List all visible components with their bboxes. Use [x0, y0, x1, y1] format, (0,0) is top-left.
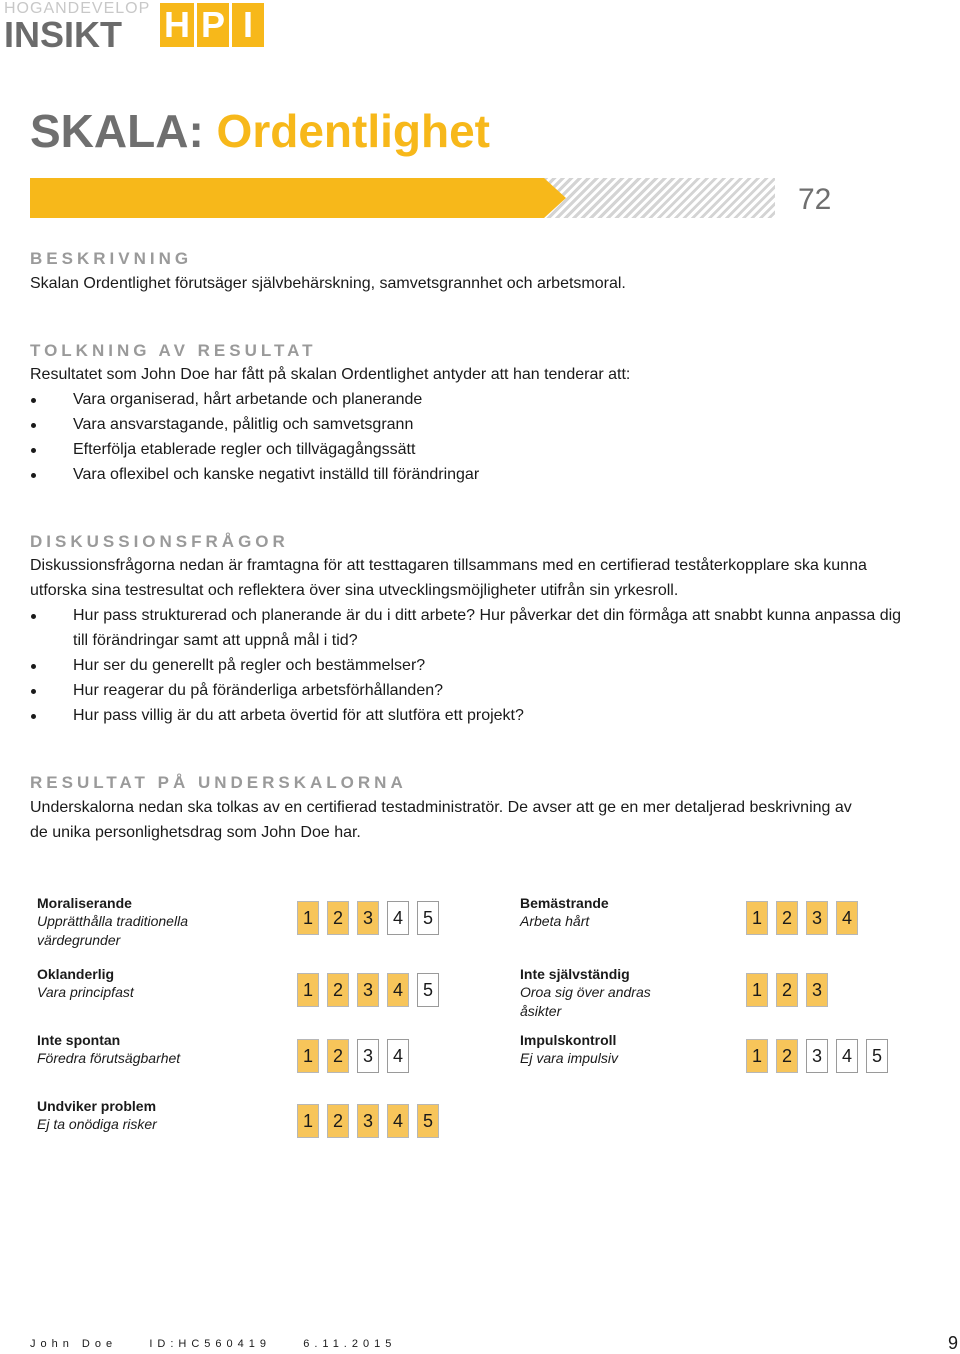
subscale-name: Inte spontan	[37, 1032, 121, 1048]
hpi-logo	[160, 3, 264, 47]
subscale-score-boxes	[297, 1104, 439, 1138]
score-value: 72	[798, 183, 832, 216]
subscale-name: Undviker problem	[37, 1098, 157, 1114]
subscale-name: Inte självständig	[520, 966, 630, 982]
subscale-score-box: 2	[327, 973, 349, 1007]
subscale-score-box: 5	[866, 1039, 888, 1073]
subscale-item	[37, 965, 212, 1002]
subscale-score-box: 4	[836, 901, 858, 935]
subscale-score-boxes	[297, 901, 439, 935]
interpretation-heading: TOLKNING AV RESULTAT	[30, 341, 317, 360]
logo-letter-h: H	[160, 3, 194, 47]
list-item: Vara ansvarstagande, pålitlig och samvetsgrann	[30, 412, 950, 437]
interpretation-list	[30, 387, 950, 487]
subscale-score-box: 1	[746, 973, 768, 1007]
brand-top: HOGANDEVELOP	[4, 0, 151, 17]
description-text: Skalan Ordentlighet förutsäger självbehärskning, samvetsgrannhet och arbetsmoral.	[30, 275, 626, 292]
subscale-score-box: 4	[387, 901, 409, 935]
subscale-name: Oklanderlig	[37, 966, 115, 982]
subscale-item	[37, 894, 212, 950]
title-scale: Ordentlighet	[216, 105, 490, 157]
subscale-score-box: 2	[776, 901, 798, 935]
subscale-score-box: 4	[387, 1039, 409, 1073]
subscale-score-box: 4	[387, 973, 409, 1007]
subscale-description: Vara principfast	[37, 984, 134, 1000]
subscale-item	[520, 894, 695, 931]
subscale-score-box: 3	[357, 1104, 379, 1138]
subscale-item	[37, 1097, 212, 1134]
interpretation-intro: Resultatet som John Doe har fått på skalan Ordentlighet antyder att han tenderar att:	[30, 366, 631, 383]
subscale-score-box: 1	[297, 1039, 319, 1073]
subscale-description: Ej ta onödiga risker	[37, 1116, 157, 1132]
subscale-score-box: 4	[836, 1039, 858, 1073]
subscale-score-box: 2	[776, 973, 798, 1007]
subscale-description: Upprätthålla traditionella värdegrunder	[37, 913, 188, 948]
discussion-intro-line1: Diskussionsfrågorna nedan är framtagna för att testtagaren tillsammans med en certifierad teståterkopplare ska kunna	[30, 557, 867, 574]
subscale-description: Ej vara impulsiv	[520, 1050, 619, 1066]
discussion-list	[30, 603, 910, 728]
subscale-name: Moraliserande	[37, 895, 132, 911]
subscale-score-box: 1	[297, 1104, 319, 1138]
subscale-score-box: 3	[357, 973, 379, 1007]
list-item: Efterfölja etablerade regler och tillvägagångssätt	[30, 437, 950, 462]
subscale-item	[520, 965, 695, 1021]
subscale-name: Impulskontroll	[520, 1032, 617, 1048]
subscale-score-box: 2	[327, 901, 349, 935]
discussion-intro-line2: utforska sina testresultat och reflektera över sina utvecklingsmöjligheter utifrån sin yrkesroll.	[30, 582, 679, 599]
list-item: Hur pass villig är du att arbeta övertid för att slutföra ett projekt?	[30, 703, 910, 728]
subscale-score-box: 1	[746, 901, 768, 935]
subscale-score-box: 3	[806, 901, 828, 935]
footer-id: ID:HC560419	[149, 1338, 271, 1350]
subscale-score-boxes	[297, 973, 439, 1007]
subscale-score-box: 3	[357, 1039, 379, 1073]
discussion-heading: DISKUSSIONSFRÅGOR	[30, 532, 289, 551]
list-item: Hur pass strukturerad och planerande är du i ditt arbete? Hur påverkar det din förmåga att snabbt kunna anpassa dig till förändringar samt att uppnå mål i tid?	[30, 603, 910, 653]
subscale-name: Bemästrande	[520, 895, 609, 911]
subscale-score-box: 5	[417, 973, 439, 1007]
score-bar-fill	[30, 178, 544, 218]
subscale-score-boxes	[746, 973, 828, 1007]
subscale-score-box: 3	[806, 1039, 828, 1073]
page-number: 9	[948, 1333, 959, 1353]
footer-date: 6.11.2015	[303, 1338, 397, 1350]
subscale-score-box: 1	[297, 901, 319, 935]
footer-info	[30, 1338, 396, 1350]
subscale-score-box: 5	[417, 1104, 439, 1138]
subscale-score-box: 1	[297, 973, 319, 1007]
page-title	[30, 104, 490, 158]
subscale-item	[520, 1031, 695, 1068]
list-item: Hur ser du generellt på regler och bestämmelser?	[30, 653, 910, 678]
list-item: Vara oflexibel och kanske negativt inställd till förändringar	[30, 462, 950, 487]
subscale-score-box: 2	[776, 1039, 798, 1073]
subscale-score-box: 3	[806, 973, 828, 1007]
subscale-description: Föredra förutsägbarhet	[37, 1050, 181, 1066]
subscale-item	[37, 1031, 212, 1068]
subscale-score-box: 2	[327, 1104, 349, 1138]
subscale-score-box: 2	[327, 1039, 349, 1073]
subscale-score-boxes	[297, 1039, 409, 1073]
subscale-description: Arbeta hårt	[520, 913, 590, 929]
brand-main: INSIKT	[4, 14, 123, 55]
list-item: Hur reagerar du på föränderliga arbetsförhållanden?	[30, 678, 910, 703]
title-prefix: SKALA:	[30, 105, 204, 157]
subscale-score-boxes	[746, 1039, 888, 1073]
subscale-score-box: 4	[387, 1104, 409, 1138]
subscales-intro-line1: Underskalorna nedan ska tolkas av en certifierad testadministratör. De avser att ge en mer detaljerad beskrivning av	[30, 799, 852, 816]
subscale-score-box: 1	[746, 1039, 768, 1073]
description-heading: BESKRIVNING	[30, 249, 193, 268]
subscale-score-box: 5	[417, 901, 439, 935]
subscales-intro-line2: de unika personlighetsdrag som John Doe har.	[30, 824, 361, 841]
subscales-heading: RESULTAT PÅ UNDERSKALORNA	[30, 773, 407, 792]
logo-letter-p: P	[197, 3, 229, 47]
list-item: Vara organiserad, hårt arbetande och planerande	[30, 387, 950, 412]
subscale-score-boxes	[746, 901, 858, 935]
footer-name: John Doe	[30, 1338, 118, 1350]
logo-letter-i: I	[232, 3, 264, 47]
subscale-description: Oroa sig över andras åsikter	[520, 984, 651, 1019]
score-bar-hatch	[544, 178, 775, 218]
subscale-score-box: 3	[357, 901, 379, 935]
